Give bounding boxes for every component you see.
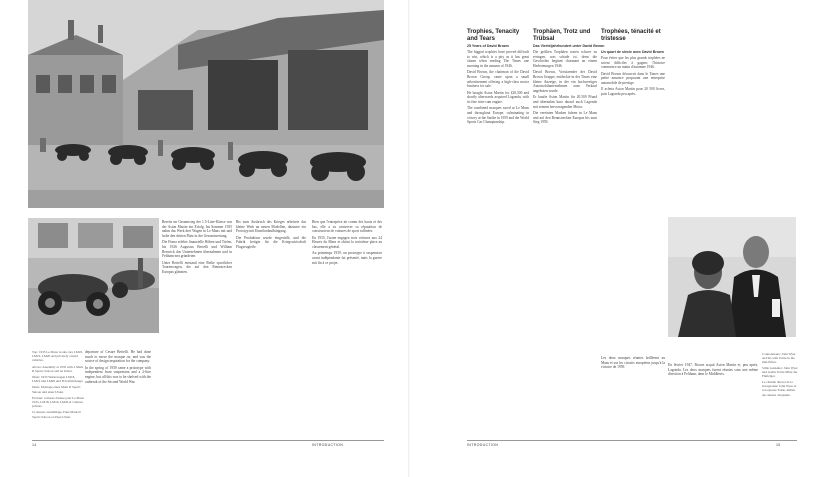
english-section-body [467, 50, 529, 402]
caption-line: Oben: 1935 Werkswagen LM18, LM19 und LM20 und Privatfahrzeuge. [32, 375, 84, 384]
paragraph: Die vereinten Marken fuhren in Le Mans und auf den Rennstrecken Europas bis zum Sieg 1959. [533, 110, 597, 125]
portrait-photo [668, 217, 796, 337]
caption-line: En haut: voitures d'usine pour Le Mans 1935, LM18, LM19, LM20 et voitures privées. [32, 395, 84, 409]
french-heading: Trophées, ténacité et tristesse [601, 29, 661, 42]
caption-line: Above: Assembly at 1935 with a Mark II Sports Saloon and an Ulster. [32, 364, 84, 373]
caption-line: Oben: Montage eines Mark II Sports Saloon und einer Ulster. [32, 385, 81, 394]
paragraph: En février 1947, Brown acquit Aston Martin et, peu après, Lagonda. Les deux marques furent réunies sous une même direction à Feltham, dans le Middlesex. [668, 363, 758, 377]
running-head-right: INTRODUCTION [467, 443, 499, 447]
paragraph: Die Produktion wurde eingestellt, und die Fabrik fertigte für die Kriegswirtschaft Flugzeugteile. [236, 235, 306, 250]
paragraph: David Brown découvrit dans le Times une petite annonce proposant une entreprise automobile de prestige. [601, 71, 665, 86]
paragraph: The combined marques raced at Le Mans and throughout Europe, culminating in victory at the Sarthe in 1959 and the World Sports Car Championship. [467, 106, 529, 125]
paragraph: Er kaufte Aston Martin für 20.500 Pfund und übernahm kurz darauf auch Lagonda mit seinem hervorragenden Motor. [533, 95, 597, 109]
english-heading: Trophies, Tenacity and Tears [467, 29, 520, 42]
caption-line: Ci-dessus: assemblage d'une Mark II Sports Saloon et d'une Ulster. [32, 410, 81, 419]
paragraph: David Brown, the chairman of the David Brown Group, came upon a small advertisement offering a high-class motor business for sale. [467, 70, 529, 89]
paragraph: Pour éviter que les plus grands trophées ne soient difficiles à gagner, l'histoire commence un matin d'automne 1946. [601, 56, 665, 70]
workshop-photo [28, 218, 159, 333]
paragraph: The biggest trophies have proved difficult to win, which is a pity as it has great charm when reading The Times one morning in the autumn of 1946. [467, 50, 529, 69]
french-section-body [601, 56, 665, 256]
paragraph: He bought Aston Martin for £20,500 and shortly afterwards acquired Lagonda, with its fine twin-cam engine. [467, 90, 529, 105]
french-body-column [312, 220, 382, 410]
page-number-right: 15 [776, 443, 781, 447]
portrait-caption-french: Le charme discret de la bourgeoisie: John Wyer et son épouse Tottie, milieu des années cinquante. [762, 380, 797, 397]
footer-rule-left [32, 440, 384, 441]
german-section-body [533, 50, 597, 410]
french-subhead: Un quart de siècle avec David Brown [601, 50, 664, 54]
french-tail-text [668, 363, 758, 415]
paragraph: Il acheta Aston Martin pour 20 500 livres, puis Lagonda peu après. [601, 87, 665, 96]
paragraph: In the spring of 1939 came a prototype with independent front suspension and a 2-litre engine, but all this was to be shelved with the outbreak of the Second World War. [85, 365, 151, 384]
photo-captions [32, 350, 84, 421]
german-subhead: Das Vierteljahrhundert unter David Brown [533, 44, 605, 48]
german-heading: Trophäen, Trotz und Trübsal [533, 29, 591, 42]
portrait-caption-english: Connoisseurs: John Wyer and his wife Tottie in the mid-fifties. [762, 352, 796, 365]
german-body-column-1 [162, 220, 232, 410]
running-head-left: INTRODUCTION [312, 443, 344, 447]
english-subhead: 25 Years of David Brown [467, 44, 509, 48]
paragraph: David Brown, Vorsitzender der David Brown Gruppe, entdeckte in der Times eine kleine Anzeige, in der ein hochwertiges Automobilunternehmen zum Verkauf angeboten wurde. [533, 70, 597, 94]
french-section-body-continued [601, 356, 665, 402]
paragraph: Au printemps 1939, un prototype à suspension avant indépendante fut présenté, mais la guerre mit fin à ce projet. [312, 251, 382, 265]
paragraph: En 1935, l'usine engagea trois voitures aux 24 Heures du Mans et obtint la troisième place au classement général. [312, 235, 382, 250]
paragraph: Die größten Trophäen waren schwer zu erringen, was schade ist, denn die Geschichte beginnt charmant an einem Herbstmorgen 1946. [533, 50, 597, 69]
garage-photo [28, 0, 384, 208]
paragraph: Unter Bertelli entstand eine Reihe sportlicher Tourenwagen, die auf den Rennstrecken Europas glänzten. [162, 260, 232, 275]
page-number-left: 14 [32, 443, 37, 447]
portrait-caption-german: Stille Genießer: John Wyer und Gattin Tottie Mitte der Fünfziger. [762, 366, 798, 379]
caption-line: Top: 1935 Le Mans works cars LM18, LM19, LM20 and privately owned vehicles. [32, 350, 83, 363]
paragraph: departure of Cesare Bertelli. He had done much to move the marque on, and was the source of design inspiration for the company. [85, 350, 151, 364]
footer-rule-right [467, 440, 797, 441]
paragraph: Die Firma erlebte finanzielle Höhen und Tiefen, bis 1926 Augustus Bertelli und William Renwick das Unternehmen übernahmen und in Feltham neu gründeten. [162, 240, 232, 259]
paragraph: Les deux marques réunies brillèrent au Mans et sur les circuits européens jusqu'à la victoire de 1959. [601, 356, 665, 370]
english-body-column [85, 350, 151, 450]
paragraph: Bis zum Ausbruch des Krieges arbeitete das kleine Werk an neuen Modellen, darunter ein Prototyp mit Einzelradaufhängung. [236, 220, 306, 234]
paragraph: Bien que l'entreprise ait connu des hauts et des bas, elle a su conserver sa réputation de constructeur de voitures de sport raffinées. [312, 220, 382, 234]
paragraph: Bereits im Gesamtsieg der 1.5-Liter-Klasse war der Aston Martin ein Erfolg. Im Sommer 1935 nahm das Werk drei Wagen in Le Mans mit und holte den dritten Platz in der Gesamtwertung. [162, 220, 232, 239]
german-body-column-2 [236, 220, 306, 410]
